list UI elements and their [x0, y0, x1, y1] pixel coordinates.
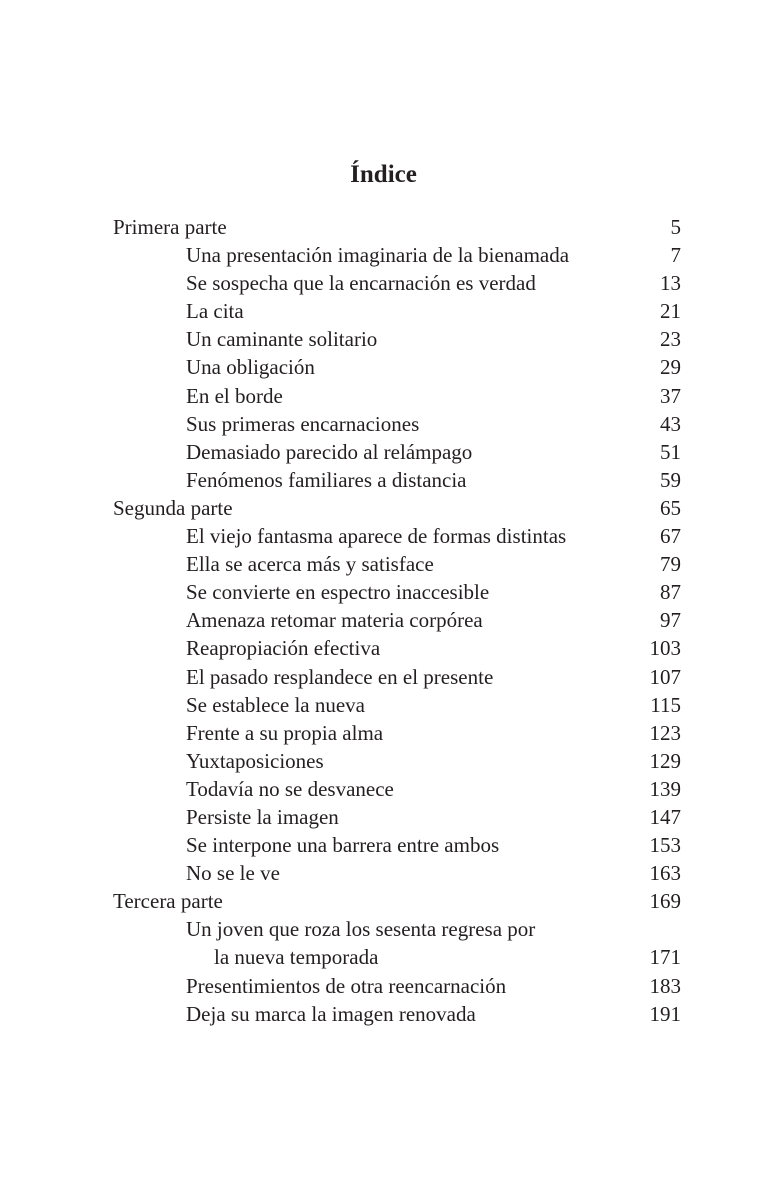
toc-entry-title: Se establece la nueva: [186, 692, 365, 717]
toc-page-number: 21: [660, 299, 681, 324]
toc-entry-title: Segunda parte: [113, 495, 233, 520]
toc-chapter-entry: [0, 353, 767, 381]
toc-entry-title: Una obligación: [186, 355, 315, 380]
toc-page-number: 191: [649, 1001, 681, 1026]
toc-page-number: 13: [660, 271, 681, 296]
toc-chapter-entry: [0, 466, 767, 494]
toc-chapter-entry: [0, 241, 767, 269]
toc-page-number: 123: [649, 720, 681, 745]
toc-entry-continuation: [0, 943, 767, 971]
toc-chapter-entry: [0, 1000, 767, 1028]
toc-part-entry: [0, 887, 767, 915]
toc-page-number: 37: [660, 383, 681, 408]
toc-entry-title: Se interpone una barrera entre ambos: [186, 833, 500, 858]
page-title: Índice: [350, 160, 417, 188]
toc-chapter-entry: [0, 663, 767, 691]
toc-chapter-entry: [0, 915, 767, 943]
toc-entry-title: El pasado resplandece en el presente: [186, 664, 494, 689]
toc-page-number: 87: [660, 580, 681, 605]
toc-page-number: 5: [670, 215, 681, 239]
toc-part-entry: [0, 213, 767, 241]
toc-chapter-entry: [0, 325, 767, 353]
toc-entry-title: Persiste la imagen: [186, 804, 339, 829]
toc-chapter-entry: [0, 719, 767, 747]
toc-page-number: 183: [649, 973, 681, 998]
toc-page-number: 171: [649, 945, 681, 970]
toc-chapter-entry: [0, 522, 767, 550]
toc-page-number: 103: [649, 636, 681, 661]
toc-page-number: 43: [660, 411, 681, 436]
toc-page-number: 115: [650, 692, 681, 717]
toc-page-number: 147: [649, 804, 681, 829]
toc-entry-title: Ella se acerca más y satisface: [186, 552, 434, 577]
toc-page-number: 169: [649, 889, 681, 914]
toc-entry-title: Un caminante solitario: [186, 327, 378, 352]
toc-chapter-entry: [0, 747, 767, 775]
toc-entry-title: No se le ve: [186, 861, 280, 886]
toc-chapter-entry: [0, 691, 767, 719]
toc-chapter-entry: [0, 297, 767, 325]
toc-entry-title: Amenaza retomar materia corpórea: [186, 608, 483, 633]
toc-chapter-entry: [0, 775, 767, 803]
toc-entry-title: Reapropiación efectiva: [186, 636, 381, 661]
toc-page-number: 51: [660, 439, 681, 464]
toc-entry-title: Deja su marca la imagen renovada: [186, 1001, 476, 1026]
toc-chapter-entry: [0, 859, 767, 887]
table-of-contents: [0, 213, 767, 1028]
toc-page-number: 23: [660, 327, 681, 352]
toc-chapter-entry: [0, 410, 767, 438]
toc-chapter-entry: [0, 269, 767, 297]
toc-page-number: 79: [660, 552, 681, 577]
toc-entry-title: Sus primeras encarnaciones: [186, 411, 420, 436]
toc-entry-title: La cita: [186, 299, 244, 324]
toc-chapter-entry: [0, 382, 767, 410]
toc-entry-title: Una presentación imaginaria de la bienamada: [186, 243, 570, 268]
toc-entry-title: Tercera parte: [113, 889, 223, 914]
toc-entry-title: Todavía no se desvanece: [186, 776, 394, 801]
toc-entry-title: Yuxtaposiciones: [186, 748, 324, 773]
toc-page-number: 139: [649, 776, 681, 801]
toc-entry-title: Fenómenos familiares a distancia: [186, 467, 467, 492]
toc-page-number: 163: [649, 861, 681, 886]
toc-entry-title: Se convierte en espectro inaccesible: [186, 580, 490, 605]
toc-page-number: 7: [670, 243, 681, 268]
toc-page-number: 153: [649, 833, 681, 858]
toc-entry-title: la nueva temporada: [214, 945, 379, 970]
toc-entry-title: Presentimientos de otra reencarnación: [186, 973, 507, 998]
toc-chapter-entry: [0, 550, 767, 578]
toc-entry-title: Se sospecha que la encarnación es verdad: [186, 271, 536, 296]
toc-page-number: 129: [649, 748, 681, 773]
toc-page-number: 97: [660, 608, 681, 633]
toc-chapter-entry: [0, 972, 767, 1000]
toc-chapter-entry: [0, 578, 767, 606]
toc-chapter-entry: [0, 831, 767, 859]
toc-entry-title: En el borde: [186, 383, 283, 408]
toc-entry-title: Un joven que roza los sesenta regresa por: [186, 917, 536, 942]
toc-entry-title: El viejo fantasma aparece de formas distintas: [186, 524, 567, 549]
toc-chapter-entry: [0, 606, 767, 634]
toc-page-number: 29: [660, 355, 681, 380]
toc-chapter-entry: [0, 634, 767, 662]
toc-page-number: 59: [660, 467, 681, 492]
toc-entry-title: Frente a su propia alma: [186, 720, 384, 745]
toc-page-number: 107: [649, 664, 681, 689]
toc-entry-title: Demasiado parecido al relámpago: [186, 439, 473, 464]
toc-page-number: 67: [660, 524, 681, 549]
toc-entry-title: Primera parte: [113, 215, 227, 239]
toc-chapter-entry: [0, 803, 767, 831]
toc-chapter-entry: [0, 438, 767, 466]
toc-page-number: 65: [660, 495, 681, 520]
toc-part-entry: [0, 494, 767, 522]
